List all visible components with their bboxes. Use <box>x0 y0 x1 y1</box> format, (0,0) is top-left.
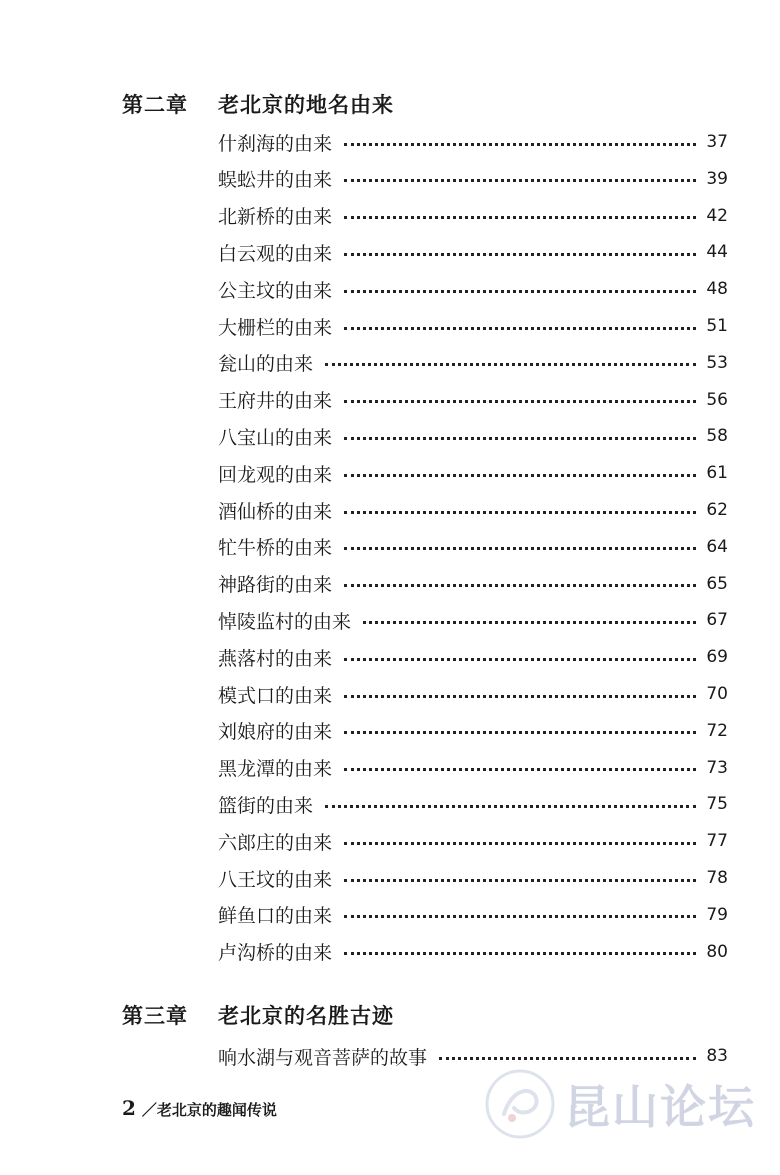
toc-entry[interactable] <box>218 237 728 267</box>
toc-entry[interactable] <box>218 679 728 709</box>
dot-leader <box>344 547 696 550</box>
toc-entry[interactable] <box>218 900 728 930</box>
entry-title: 瓮山的由来 <box>218 353 314 376</box>
toc-entry[interactable] <box>218 274 728 304</box>
entry-page-number: 77 <box>706 831 728 852</box>
dot-leader <box>344 879 696 882</box>
entry-page-number: 70 <box>706 684 728 704</box>
dot-leader <box>344 584 696 587</box>
toc-entry[interactable] <box>218 863 728 893</box>
entry-title: 六郎庄的由来 <box>218 831 333 854</box>
page-number: 2 <box>122 1096 136 1120</box>
entry-title: 回龙观的由来 <box>218 463 333 486</box>
entry-page-number: 39 <box>706 168 728 189</box>
chapter-heading <box>122 1000 394 1030</box>
entry-page-number: 37 <box>706 132 728 152</box>
toc-entry[interactable] <box>218 532 728 562</box>
entry-page-number: 56 <box>706 389 728 410</box>
toc-entry[interactable] <box>218 495 728 525</box>
chapter-heading <box>122 89 394 119</box>
entry-title: 响水湖与观音菩萨的故事 <box>218 1046 428 1069</box>
dot-leader <box>344 400 696 403</box>
entry-page-number: 44 <box>706 242 728 263</box>
entry-page-number: 78 <box>706 868 728 888</box>
entry-page-number: 51 <box>706 316 728 336</box>
toc-entry[interactable] <box>218 716 728 746</box>
toc-entry[interactable] <box>218 937 728 967</box>
toc-entry[interactable] <box>218 311 728 341</box>
entry-title: 悼陵监村的由来 <box>218 610 352 633</box>
toc-entry[interactable] <box>218 605 728 635</box>
entry-title: 刘娘府的由来 <box>218 721 333 744</box>
entry-page-number: 64 <box>706 536 728 557</box>
dot-leader <box>344 658 696 661</box>
dot-leader <box>344 143 696 146</box>
toc-entry[interactable] <box>218 458 728 488</box>
entry-page-number: 79 <box>706 904 728 925</box>
dot-leader <box>344 474 696 477</box>
entry-title: 牤牛桥的由来 <box>218 537 333 560</box>
entry-title: 八王坟的由来 <box>218 868 333 891</box>
entry-page-number: 58 <box>706 426 728 447</box>
toc-entry[interactable] <box>218 642 728 672</box>
entry-title: 神路街的由来 <box>218 574 333 597</box>
dot-leader <box>344 952 696 955</box>
entry-title: 模式口的由来 <box>218 684 333 707</box>
book-title: ／老北京的趣闻传说 <box>141 1101 277 1119</box>
dot-leader <box>344 915 696 918</box>
entry-page-number: 61 <box>706 463 728 484</box>
entry-page-number: 83 <box>706 1046 728 1066</box>
toc-entry[interactable] <box>218 201 728 231</box>
chapter-number: 第三章 <box>122 1004 188 1028</box>
dot-leader <box>363 621 696 624</box>
chapter-number: 第二章 <box>122 93 188 117</box>
entry-title: 卢沟桥的由来 <box>218 942 333 965</box>
entry-title: 蜈蚣井的由来 <box>218 169 333 192</box>
entry-page-number: 73 <box>706 757 728 778</box>
entry-title: 八宝山的由来 <box>218 426 333 449</box>
dot-leader <box>344 731 696 734</box>
entry-page-number: 48 <box>706 279 728 300</box>
entry-title: 酒仙桥的由来 <box>218 500 333 523</box>
entry-page-number: 80 <box>706 941 728 962</box>
entry-title: 篮街的由来 <box>218 794 314 817</box>
toc-entry[interactable] <box>218 127 728 157</box>
dot-leader <box>344 511 696 514</box>
watermark-logo-icon <box>484 1068 556 1140</box>
dot-leader <box>344 253 696 256</box>
entry-title: 公主坟的由来 <box>218 279 333 302</box>
dot-leader <box>325 363 696 366</box>
dot-leader <box>344 842 696 845</box>
dot-leader <box>344 695 696 698</box>
entry-page-number: 72 <box>706 720 728 741</box>
entry-title: 什刹海的由来 <box>218 132 333 155</box>
toc-entry[interactable] <box>218 789 728 819</box>
dot-leader <box>439 1057 696 1060</box>
toc-entry[interactable] <box>218 348 728 378</box>
dot-leader <box>344 179 696 182</box>
entry-title: 大栅栏的由来 <box>218 316 333 339</box>
dot-leader <box>344 437 696 440</box>
watermark-text: 昆山论坛 <box>564 1080 756 1134</box>
entry-page-number: 65 <box>706 573 728 594</box>
dot-leader <box>325 805 696 808</box>
toc-entry[interactable] <box>218 826 728 856</box>
entry-page-number: 62 <box>706 500 728 520</box>
dot-leader <box>344 216 696 219</box>
entry-page-number: 53 <box>706 352 728 373</box>
dot-leader <box>344 327 696 330</box>
chapter-title: 老北京的地名由来 <box>218 93 394 117</box>
dot-leader <box>344 290 696 293</box>
entry-page-number: 75 <box>706 794 728 815</box>
entry-title: 黑龙潭的由来 <box>218 758 333 781</box>
entry-title: 燕落村的由来 <box>218 647 333 670</box>
watermark <box>484 1062 774 1146</box>
entry-page-number: 67 <box>706 610 728 631</box>
chapter-title: 老北京的名胜古迹 <box>218 1004 394 1028</box>
entry-title: 王府井的由来 <box>218 390 333 413</box>
toc-entry[interactable] <box>218 385 728 415</box>
toc-entry[interactable] <box>218 421 728 451</box>
toc-entry[interactable] <box>218 164 728 194</box>
entry-title: 鲜鱼口的由来 <box>218 905 333 928</box>
toc-entry[interactable] <box>218 569 728 599</box>
entry-page-number: 42 <box>706 205 728 226</box>
entry-title: 白云观的由来 <box>218 242 333 265</box>
page-footer <box>122 1096 277 1120</box>
entry-page-number: 69 <box>706 647 728 668</box>
toc-entry[interactable] <box>218 753 728 783</box>
entry-title: 北新桥的由来 <box>218 206 333 229</box>
dot-leader <box>344 768 696 771</box>
